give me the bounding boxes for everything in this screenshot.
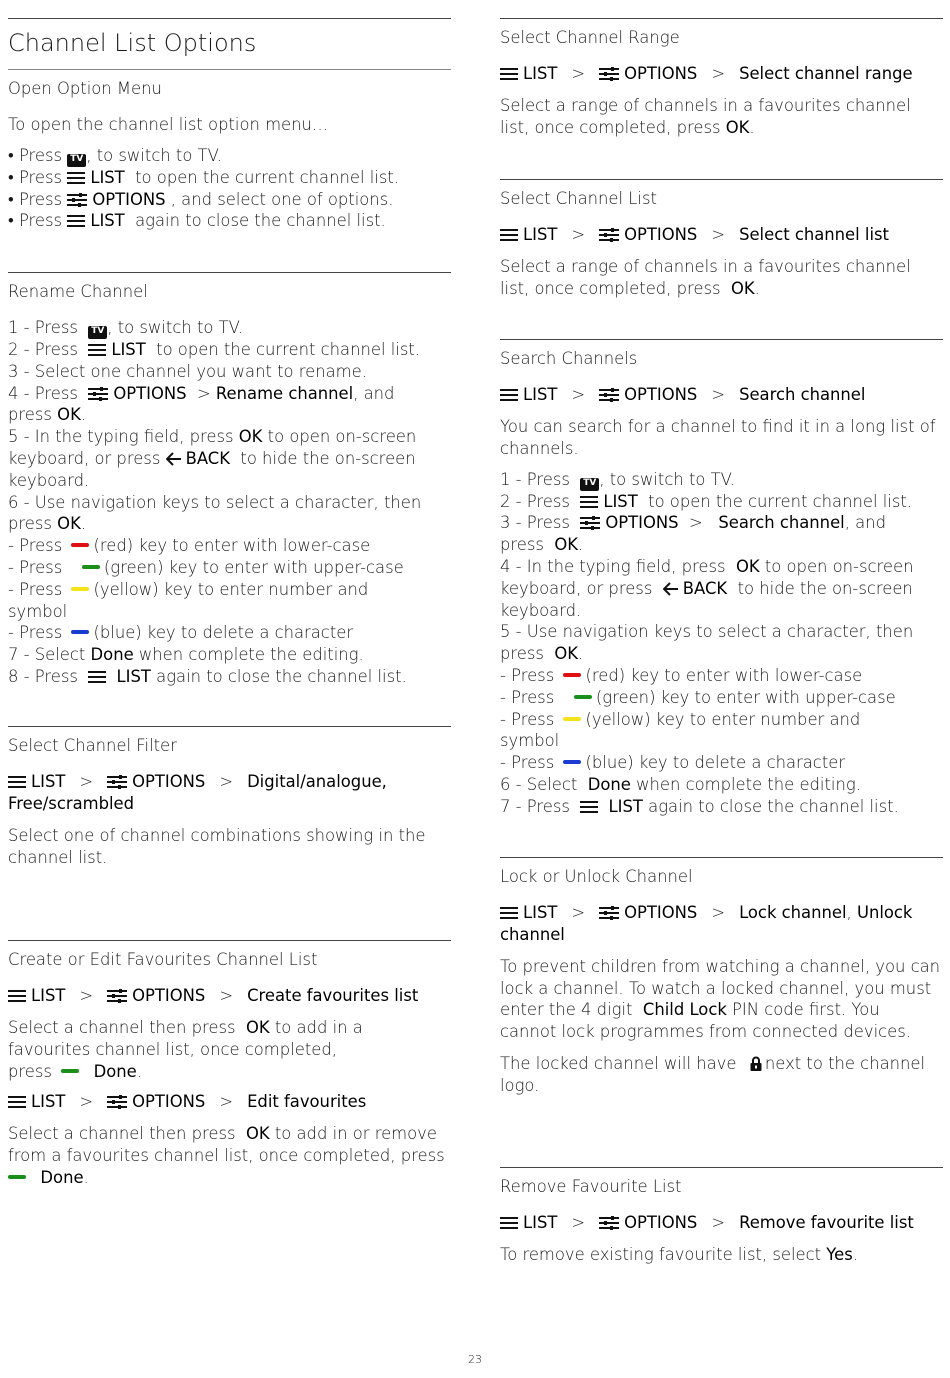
remove-favourite-section (500, 1167, 943, 1266)
back-arrow-icon (663, 582, 679, 596)
page-number: 23 (468, 1353, 482, 1366)
options-icon (599, 906, 619, 920)
options-icon (88, 387, 108, 401)
menu-path: LIST > OPTIONS > Search channel (500, 384, 943, 406)
menu-path: LIST > OPTIONS > Select channel range (500, 63, 943, 85)
yellow-key-icon (71, 587, 89, 591)
list-item: • Press OPTIONS , and select one of options. (8, 189, 394, 209)
list-item: 3 - Select one channel you want to rename. (8, 361, 367, 381)
list-item: 1 - Press TV , to switch to TV. (8, 318, 243, 337)
red-key-icon (563, 673, 581, 677)
menu-path: LIST > OPTIONS > Create favourites list (8, 985, 451, 1007)
list-icon (580, 495, 598, 509)
list-item: - Press (red) key to enter with lower-case (8, 536, 371, 556)
list-icon (580, 800, 598, 814)
list-icon (500, 1216, 518, 1230)
list-item: - Press (yellow) key to enter number and (8, 579, 369, 599)
options-icon (599, 1216, 619, 1230)
divider (500, 18, 943, 19)
list-icon (8, 989, 26, 1003)
list-icon (8, 1095, 26, 1109)
list-icon (88, 343, 106, 357)
favourites-section (8, 940, 451, 1189)
description: You can search for a channel to find it in a long list of channels. (500, 417, 936, 458)
select-channel-filter-section: Select Channel Filter LIST > OPTIONS > Digital/analogue, Free/scrambled Select one of channel combinations showing in the channel list. (8, 726, 451, 868)
lock-channel-section: Lock or Unlock Channel LIST > OPTIONS > Lock channel, Unlock channel To prevent children from watching a channel, you can lock a channel. To watch a locked channel, you must enter the 4 digit Child Lock PIN code first. You cannot lock programmes from connected devices. The locked channel will have next to the channel logo. (500, 857, 943, 1097)
green-key-icon (574, 695, 592, 699)
list-item: 7 - Select Done when complete the editing. (8, 645, 364, 665)
description: To remove existing favourite list, select Yes. (500, 1245, 858, 1264)
list-item: 2 - Press LIST to open the current channel list. (8, 340, 421, 359)
section-heading: Lock or Unlock Channel (500, 867, 693, 886)
list-item: 3 - Press OPTIONS > Search channel, and (500, 513, 886, 533)
tv-icon: TV (67, 154, 86, 167)
list-item: 7 - Press LIST again to close the channel list. (500, 796, 899, 816)
select-channel-range-section (500, 18, 943, 139)
select-channel-list-section (500, 179, 943, 300)
tv-icon: TV (580, 478, 599, 491)
options-icon (580, 516, 600, 530)
description: Select one of channel combinations showing in the channel list. (8, 825, 426, 867)
list-item: 6 - Select Done when complete the editing. (500, 774, 861, 794)
blue-key-icon (563, 760, 581, 764)
list-item: - Press (blue) key to delete a character (8, 623, 354, 643)
list-item: 1 - Press TV , to switch to TV. (500, 469, 735, 489)
divider (500, 1167, 943, 1168)
list-icon (500, 906, 518, 920)
divider (8, 940, 451, 941)
list-item: 8 - Press LIST again to close the channel list. (8, 666, 407, 686)
menu-path: LIST > OPTIONS > Select channel list (500, 224, 943, 246)
blue-key-icon (71, 630, 89, 634)
options-icon (599, 388, 619, 402)
description: Select a channel then press OK to add in a favourites channel list, once completed, press Done. (8, 1018, 363, 1081)
divider (500, 339, 943, 340)
list-item: - Press (green) key to enter with upper-case (500, 687, 896, 707)
menu-path: LIST > OPTIONS > Lock channel, Unlock (500, 902, 943, 924)
page-title: Channel List Options (8, 29, 257, 57)
list-item: 5 - Use navigation keys to select a character, then (500, 622, 914, 642)
back-arrow-icon (166, 452, 182, 466)
list-item: - Press (blue) key to delete a character (500, 753, 846, 773)
options-icon (67, 193, 87, 207)
list-icon (88, 670, 106, 684)
list-icon (67, 214, 85, 228)
description: Select a range of channels in a favourites channel list, once completed, press OK. (500, 257, 911, 298)
list-item: 4 - Press OPTIONS > Rename channel, and (8, 383, 395, 403)
menu-path: LIST > OPTIONS > Remove favourite list (500, 1212, 943, 1234)
menu-path: LIST > OPTIONS > Edit favourites (8, 1091, 451, 1113)
section-heading: Select Channel Filter (8, 736, 177, 755)
green-key-icon (82, 565, 100, 569)
list-item: 6 - Use navigation keys to select a character, then (8, 492, 422, 512)
divider (8, 272, 451, 273)
options-icon (599, 67, 619, 81)
menu-path: LIST > OPTIONS > Digital/analogue, (8, 771, 451, 793)
intro-text: To open the channel list option menu… (8, 115, 329, 134)
list-item: - Press (yellow) key to enter number and (500, 709, 861, 729)
green-key-icon (8, 1175, 26, 1179)
options-icon (107, 775, 127, 789)
title-section (8, 18, 451, 232)
green-key-icon (61, 1069, 79, 1073)
tv-icon: TV (88, 326, 107, 339)
list-item: • Press TV , to switch to TV. (8, 145, 222, 165)
description: Select a range of channels in a favourites channel list, once completed, press OK. (500, 96, 911, 137)
section-heading: Select Channel List (500, 189, 657, 208)
rename-channel-section: Rename Channel 1 - Press TV , to switch to TV. 2 - Press LIST to open the current channel list. 3 - Select one channel you want to rename. 4 - Press OPTIONS > Rename channel, and press OK. 5 - In the typing field, press OK to open on-screen keyboard, or press BACK to hide the on-screen keyboard. 6 - Use navigation keys to select a character, then press OK. - Press (red) key to enter with lower-case - Press (green) key to enter with upper-case - Press (yellow) key to enter number and symbol - Press (blue) key to delete a character 7 - Select Done when complete the editing. 8 - Press LIST again to close the channel list. (8, 272, 451, 688)
list-item: • Press LIST to open the current channel list. (8, 167, 399, 187)
options-icon (107, 989, 127, 1003)
list-item: 5 - In the typing field, press OK to open on-screen (8, 427, 417, 447)
list-icon (500, 67, 518, 81)
section-heading: Remove Favourite List (500, 1177, 682, 1196)
red-key-icon (71, 543, 89, 547)
list-item: - Press (red) key to enter with lower-case (500, 665, 863, 685)
description: To prevent children from watching a channel, you can lock a channel. To watch a locked channel, you must enter the 4 digit Child Lock PIN code first. You cannot lock programmes from connected devices. (500, 956, 941, 1042)
list-item: 4 - In the typing field, press OK to open on-screen (500, 556, 914, 576)
lock-icon (750, 1056, 762, 1071)
list-icon (500, 388, 518, 402)
divider (8, 69, 451, 70)
section-heading: Search Channels (500, 349, 638, 368)
description: The locked channel will have next to the channel logo. (500, 1053, 926, 1095)
divider (8, 18, 451, 19)
section-heading: Select Channel Range (500, 28, 680, 47)
yellow-key-icon (563, 717, 581, 721)
divider (500, 857, 943, 858)
section-heading: Create or Edit Favourites Channel List (8, 950, 318, 969)
list-icon (8, 775, 26, 789)
list-item: • Press LIST again to close the channel list. (8, 211, 386, 231)
options-icon (107, 1095, 127, 1109)
section-heading: Rename Channel (8, 282, 148, 301)
description: Select a channel then press OK to add in or remove from a favourites channel list, once completed, press Done. (8, 1124, 445, 1187)
list-icon (500, 228, 518, 242)
list-icon (67, 171, 85, 185)
divider (500, 179, 943, 180)
search-channels-section: Search Channels LIST > OPTIONS > Search channel You can search for a channel to find it in a long list of channels. 1 - Press TV , to switch to TV. 2 - Press LIST to open the current channel list. 3 - Press OPTIONS > Search channel, and press OK. 4 - In the typing field, press OK to open on-screen keyboard, or press BACK to hide the on-screen keyboard. 5 - Use navigation keys to select a character, then press OK. - Press (red) key to enter with lower-case - Press (green) key to enter with upper-case - Press (yellow) key to enter number and symbol - Press (blue) key to delete a character 6 - Select Done when complete the editing. 7 - Press LIST again to close the channel list. (500, 339, 943, 818)
section-heading: Open Option Menu (8, 79, 162, 98)
divider (8, 726, 451, 727)
options-icon (599, 228, 619, 242)
list-item: 2 - Press LIST to open the current channel list. (500, 491, 913, 511)
list-item: - Press (green) key to enter with upper-case (8, 557, 404, 577)
